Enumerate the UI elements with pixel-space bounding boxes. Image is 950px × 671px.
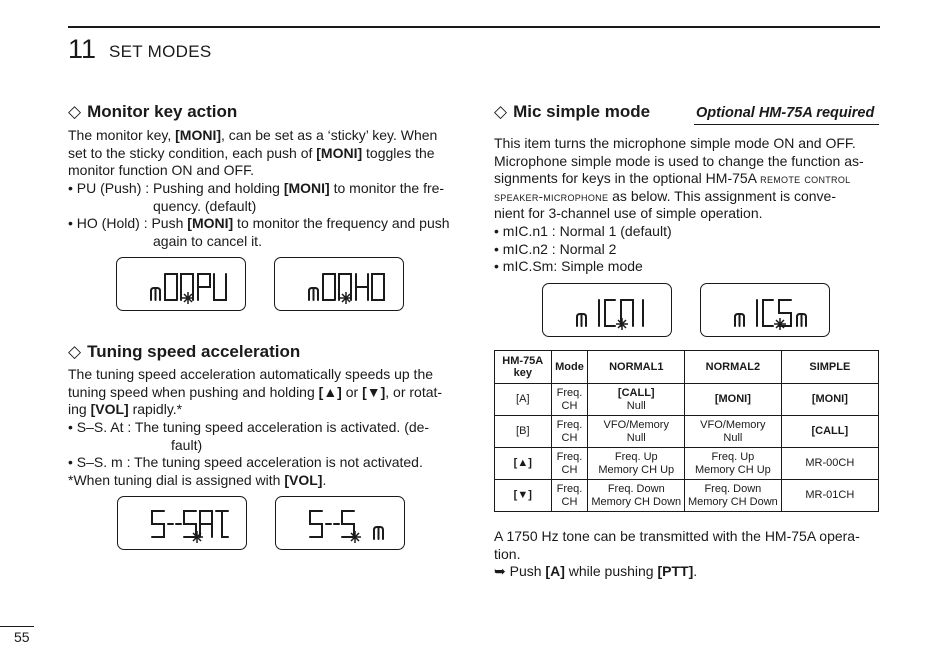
- monitor-option-ho: • HO (Hold) : Push [MONI] to monitor the frequency and push again to cancel it.: [68, 215, 450, 249]
- tuning-paragraph: The tuning speed acceleration automatically speeds up the tuning speed when pushing and holding [▲] or [▼], or rotat- ing [VOL] rapidly.*: [68, 366, 443, 418]
- footer-rule: [0, 626, 34, 627]
- diamond-icon: ◇: [68, 342, 82, 361]
- chapter-number: 11: [68, 34, 97, 64]
- mic-paragraph: This item turns the microphone simple mode ON and OFF. Microphone simple mode is used to change the function as- signments for keys in the optional HM-75A remote control speaker-microphone as below. This assignment is conve- nient for 3-channel use of simple operation. • mIC.n1 : Normal 1 (default) • mIC.n2 : Normal 2 • mIC.Sm: Simple mode: [494, 135, 882, 276]
- table-header-cell: HM-75A key: [495, 351, 552, 384]
- monitor-heading: ◇ Monitor key action: [68, 102, 238, 121]
- table-row: [▼] Freq. CH Freq. Down Memory CH Down Freq. Down Memory CH Down MR-01CH: [495, 480, 879, 512]
- mic-option-n2: • mIC.n2 : Normal 2: [494, 240, 617, 257]
- diamond-icon: ◇: [494, 102, 508, 121]
- mic-option-sm: • mIC.Sm: Simple mode: [494, 258, 643, 275]
- table-header-cell: NORMAL2: [685, 351, 782, 384]
- lcd-display-ssat: [117, 496, 247, 550]
- diamond-icon: ◇: [68, 102, 82, 121]
- monitor-paragraph: The monitor key, [MONI], can be set as a ‘sticky’ key. When set to the sticky condition, each push of [MONI] toggles the monitor function ON and OFF.: [68, 127, 438, 179]
- lcd-segments: [701, 284, 829, 336]
- mic-option-n1: • mIC.n1 : Normal 1 (default): [494, 222, 672, 239]
- lcd-segments: [117, 258, 245, 310]
- table-row: [▲] Freq. CH Freq. Up Memory CH Up Freq. Up Memory CH Up MR-00CH: [495, 448, 879, 480]
- tuning-option-ssat: • S–S. At : The tuning speed acceleration is activated. (de- fault): [68, 419, 430, 453]
- table-row: [A] Freq. CH [CALL] Null [MONI] [MONI]: [495, 384, 879, 416]
- lcd-display-mic-sm: [700, 283, 830, 337]
- lcd-segments: [543, 284, 671, 336]
- page-number: 55: [14, 629, 30, 645]
- mic-heading: ◇ Mic simple mode: [494, 102, 651, 121]
- table-header-row: [495, 351, 879, 384]
- lcd-display-ssm: [275, 496, 405, 550]
- header-rule: [68, 26, 880, 28]
- optional-requirement-label: Optional HM-75A required: [694, 104, 879, 125]
- table-header-cell: Mode: [551, 351, 588, 384]
- tuning-heading: ◇ Tuning speed acceleration: [68, 342, 301, 361]
- lcd-segments: [275, 258, 403, 310]
- tone-paragraph: A 1750 Hz tone can be transmitted with the HM-75A opera- tion. ➥ Push [A] while pushing [PTT].: [494, 528, 882, 581]
- key-assignment-table: [494, 350, 879, 512]
- lcd-segments: [118, 497, 246, 549]
- lcd-display-monon-ho: [274, 257, 404, 311]
- table-row: [B] Freq. CH VFO/Memory Null VFO/Memory Null [CALL]: [495, 416, 879, 448]
- table-header-cell: SIMPLE: [781, 351, 878, 384]
- table-header-cell: NORMAL1: [588, 351, 685, 384]
- lcd-display-monon-pu: [116, 257, 246, 311]
- tuning-option-ssm: • S–S. m : The tuning speed acceleration is not activated.: [68, 454, 423, 470]
- tuning-note: *When tuning dial is assigned with [VOL].: [68, 472, 327, 488]
- push-instruction: ➥ Push [A] while pushing [PTT].: [494, 563, 698, 580]
- monitor-option-pu: • PU (Push) : Pushing and holding [MONI] to monitor the fre- quency. (default): [68, 180, 445, 214]
- chapter-title: SET MODES: [109, 42, 212, 61]
- lcd-segments: [276, 497, 404, 549]
- lcd-display-mic-n1: [542, 283, 672, 337]
